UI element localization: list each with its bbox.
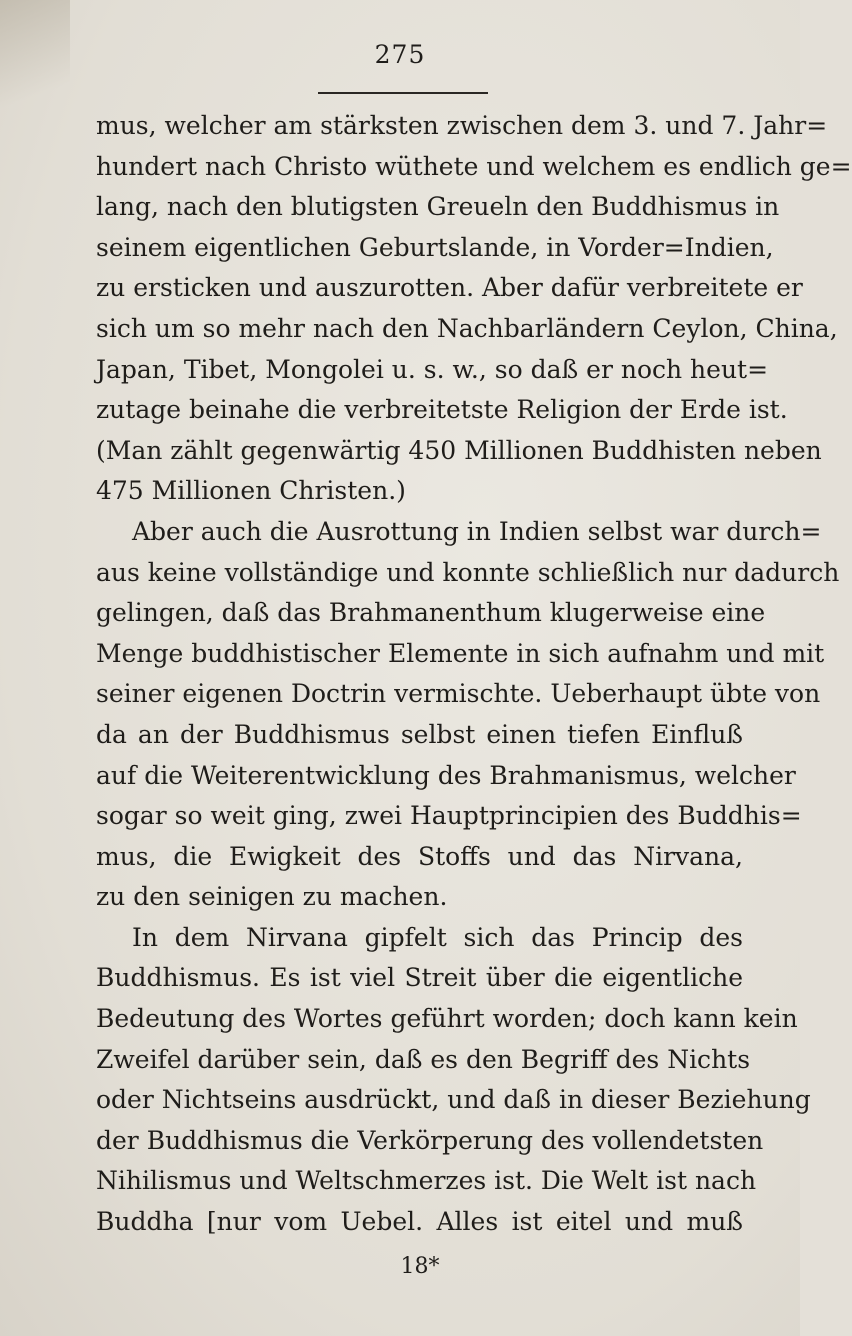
text-line: zu ersticken und auszurotten. Aber dafür verbreitete er [96, 273, 803, 303]
text-line: Buddha [nur vom Uebel. Alles ist eitel und muß [96, 1207, 743, 1237]
text-line: da an der Buddhismus selbst einen tiefen Einfluß [96, 719, 743, 749]
text-line: zutage beinahe die verbreitetste Religion der Erde ist. [96, 395, 788, 425]
printer-signature-mark: 18* [400, 1254, 440, 1279]
text-line: seinem eigentlichen Geburtslande, in Vorder=Indien, [96, 232, 774, 262]
text-line: gelingen, daß das Brahmanenthum klugerweise eine [96, 598, 766, 628]
text-line: der Buddhismus die Verkörperung des vollendetsten [96, 1125, 764, 1155]
text-line: 475 Millionen Christen.) [96, 476, 406, 506]
text-line: hundert nach Christo wüthete und welchem es endlich ge= [96, 151, 852, 181]
text-line: Zweifel darüber sein, daß es den Begriff des Nichts [96, 1044, 751, 1074]
text-line: lang, nach den blutigsten Greueln den Buddhismus in [96, 192, 780, 222]
paragraph-first-line: Aber auch die Ausrottung in Indien selbst war durch= [132, 516, 822, 546]
text-line: Menge buddhistischer Elemente in sich aufnahm und mit [96, 638, 825, 668]
text-line: mus, die Ewigkeit des Stoffs und das Nirvana, [96, 841, 743, 871]
text-line: zu den seinigen zu machen. [96, 882, 448, 912]
text-line: sich um so mehr nach den Nachbarländern Ceylon, China, [96, 313, 838, 343]
body-text [96, 106, 852, 1243]
paragraph-first-line: In dem Nirvana gipfelt sich das Princip des [132, 922, 743, 952]
text-line: Nihilismus und Weltschmerzes ist. Die Welt ist nach [96, 1166, 757, 1196]
text-line: mus, welcher am stärksten zwischen dem 3. und 7. Jahr= [96, 111, 828, 140]
text-line: Bedeutung des Wortes geführt worden; doch kann kein [96, 1004, 798, 1034]
header-rule [318, 92, 488, 94]
text-line: sogar so weit ging, zwei Hauptprincipien des Buddhis= [96, 801, 802, 831]
page-number: 275 [374, 40, 426, 69]
text-line: seiner eigenen Doctrin vermischte. Ueberhaupt übte von [96, 679, 821, 709]
text-line: Buddhismus. Es ist viel Streit über die eigentliche [96, 963, 743, 993]
text-line: aus keine vollständige und konnte schließlich nur dadurch [96, 557, 840, 587]
text-line: (Man zählt gegenwärtig 450 Millionen Buddhisten neben [96, 435, 822, 465]
text-line: oder Nichtseins ausdrückt, und daß in dieser Beziehung [96, 1085, 811, 1115]
text-line: auf die Weiterentwicklung des Brahmanismus, welcher [96, 760, 796, 790]
text-line: Japan, Tibet, Mongolei u. s. w., so daß er noch heut= [96, 354, 769, 384]
